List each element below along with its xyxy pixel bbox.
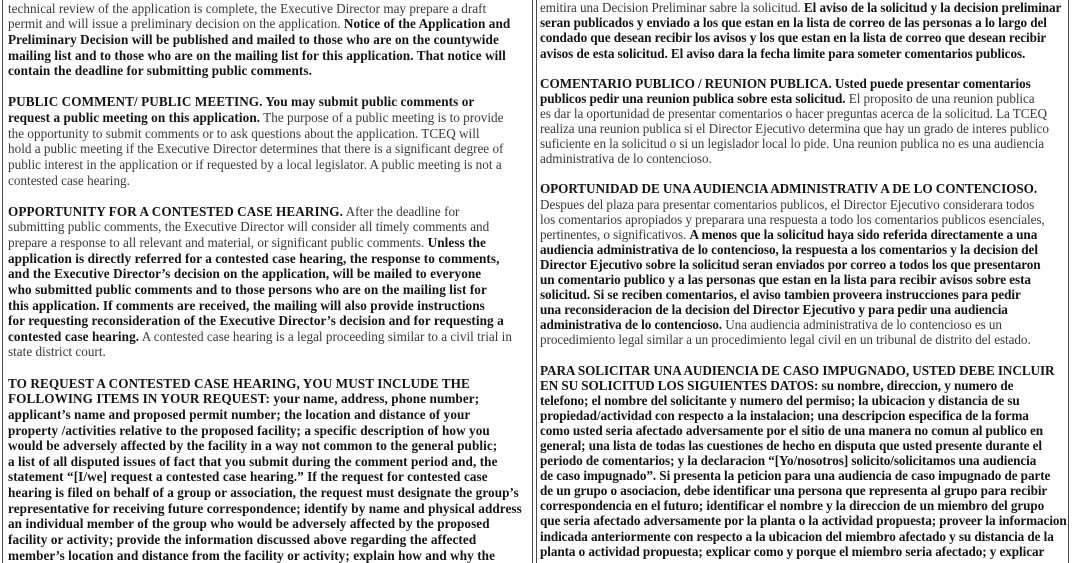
text-run-bold: and the Executive Director’s decision on the application, will be mailed to everyone bbox=[8, 266, 482, 282]
text-line bbox=[540, 423, 1068, 438]
text-run-bold: una reconsideracion de la decision del Director Ejecutivo y para pedir una audiencia bbox=[540, 302, 1008, 318]
text-line bbox=[8, 235, 532, 251]
text-run-bold: member’s location and distance from the facility or activity; explain how and why the bbox=[8, 547, 496, 563]
text-run-bold: administrativa de lo contencioso. bbox=[540, 317, 722, 333]
text-line bbox=[540, 257, 1068, 272]
text-run-bold: Preliminary Decision will be published and mailed to those who are on the countywide bbox=[8, 31, 499, 47]
text-run: emitira una Decision Preliminar sabre la solicitud. bbox=[540, 0, 804, 16]
text-run: administrativa de lo contencioso. bbox=[540, 151, 712, 167]
contested-case-hearing-paragraph bbox=[8, 204, 532, 360]
text-run: Despues del plaza para presentar comentarios publicos, el Director Ejecutivo considerara todos bbox=[540, 196, 1035, 212]
text-run-bold: condado que desean recibir los avisos y los que estan en la lista de correo que desean recibir bbox=[540, 30, 1047, 46]
text-line bbox=[540, 151, 1068, 166]
text-run: the opportunity to submit comments or to ask questions about the application. TCEQ will bbox=[8, 125, 480, 141]
section-heading: TO REQUEST A CONTESTED CASE HEARING, YOU MUST INCLUDE THE bbox=[8, 375, 470, 391]
text-run-bold: El aviso de la solicitud y la decision preliminar bbox=[803, 0, 1062, 16]
text-run: contested case hearing. bbox=[8, 172, 130, 188]
section-heading-line bbox=[540, 363, 1068, 378]
text-line bbox=[540, 438, 1068, 453]
text-run-bold: general; una lista de todas las cuestiones de hecho en disputa que usted presente durante el bbox=[540, 438, 1042, 454]
text-line bbox=[8, 391, 532, 407]
aviso-solicitud-paragraph bbox=[540, 0, 1068, 60]
text-run-bold: Director Ejecutivo sobre la solicitud seran enviados por correo a todos los que presentaron bbox=[540, 256, 1041, 272]
text-line bbox=[540, 287, 1068, 302]
text-line bbox=[540, 0, 1068, 15]
section-heading-line bbox=[540, 181, 1068, 196]
hearing-request-requirements-paragraph bbox=[8, 376, 532, 563]
text-line bbox=[8, 298, 532, 314]
text-run-bold: property /activities relative to the proposed facility; a specific description of how you bbox=[8, 422, 490, 438]
text-line bbox=[8, 266, 532, 282]
text-run: procedimiento legal similar a un procedimiento legal civil en un tribunal de distrito del estado. bbox=[540, 332, 1031, 348]
text-run-bold: telefono; el nombre del solicitante y numero del permiso; la ubicacion y distancia de su bbox=[540, 392, 1020, 408]
text-run: The purpose of a public meeting is to provide bbox=[260, 110, 504, 126]
text-line bbox=[8, 219, 532, 235]
english-notice-column bbox=[2, 0, 533, 563]
text-line bbox=[540, 15, 1068, 30]
section-heading: OPORTUNIDAD DE UNA AUDIENCIA ADMINISTRATIV A DE LO CONTENCIOSO. bbox=[540, 181, 1038, 197]
text-run-bold: this application. If comments are received, the mailing will also provide instructions bbox=[8, 297, 485, 313]
text-line bbox=[8, 48, 532, 64]
text-run-bold: application is directly referred for a contested case hearing, the response to comments, bbox=[8, 250, 500, 266]
text-run-bold: planta o actividad propuesta; explicar como y porque el miembro seria afectado; y explicar bbox=[540, 543, 1045, 559]
text-line bbox=[8, 110, 532, 126]
text-run-bold: contested case hearing. bbox=[8, 328, 140, 344]
text-run-bold: un comentario publico y a las personas que estan en la lista para recibir avisos sobre esta bbox=[540, 271, 1031, 287]
text-line bbox=[540, 136, 1068, 151]
text-line bbox=[8, 485, 532, 501]
text-run: A contested case hearing is a legal proceeding similar to a civil trial in bbox=[139, 328, 512, 344]
text-line bbox=[540, 393, 1068, 408]
text-run: technical review of the application is complete, the Executive Director may prepare a draft bbox=[8, 0, 487, 16]
text-line bbox=[540, 529, 1068, 544]
text-line bbox=[8, 173, 532, 189]
section-heading-line bbox=[540, 76, 1068, 91]
text-run-bold: avisos de esta solicitud. El aviso dara la fecha limite para someter comentarios publicos. bbox=[540, 45, 1026, 61]
text-line bbox=[540, 378, 1068, 393]
text-run-bold: correspondencia en el futuro; identificar el nombre y la direccion de un miembro del grupo bbox=[540, 498, 1045, 514]
text-run: realiza una reunion publica si el Director Ejecutivo determina que hay un grado de interes publico bbox=[540, 121, 1049, 137]
text-run-bold: A menos que la solicitud haya sido referida directamente a una bbox=[689, 226, 1038, 242]
text-run-bold: who submitted public comments and to those persons who are on the mailing list for bbox=[8, 281, 487, 297]
public-comment-meeting-paragraph bbox=[8, 94, 532, 188]
comentario-publico-paragraph bbox=[540, 76, 1068, 167]
text-line bbox=[8, 469, 532, 485]
text-line bbox=[8, 126, 532, 142]
text-run-bold: propiedad/actividad con respecto a la instalacion; una descripcion especifica de la forma bbox=[540, 407, 1029, 423]
text-run-bold: como usted seria afectado adversamente por el sitio de una manera no comun al publico en bbox=[540, 422, 1043, 438]
text-line bbox=[540, 408, 1068, 423]
section-heading-line bbox=[8, 94, 532, 110]
text-run: suficiente en la solicitud o si un legislador local lo pide. Una reunion publica no es una audiencia bbox=[540, 136, 1044, 152]
text-run-bold: solicitud. Si se reciben comentarios, el aviso tambien proveera instrucciones para pedir bbox=[540, 287, 1021, 303]
text-line bbox=[8, 454, 532, 470]
text-line bbox=[540, 212, 1068, 227]
text-run: submitting public comments, the Executive Director will consider all timely comments and bbox=[8, 219, 490, 235]
text-line bbox=[540, 197, 1068, 212]
text-line bbox=[8, 1, 532, 17]
text-line bbox=[540, 272, 1068, 287]
text-run: pertinentes, o significativos. bbox=[540, 226, 690, 242]
text-line bbox=[8, 282, 532, 298]
text-line bbox=[8, 16, 532, 32]
text-run: After the deadline for bbox=[343, 203, 460, 219]
text-line bbox=[540, 227, 1068, 242]
text-line bbox=[540, 513, 1068, 528]
section-heading: COMENTARIO PUBLICO / REUNION PUBLICA. Usted puede presentar comentarios bbox=[540, 75, 1031, 91]
text-line bbox=[8, 141, 532, 157]
text-run-bold: would be adversely affected by the facility in a way not common to the general public; bbox=[8, 438, 498, 454]
text-line bbox=[8, 501, 532, 517]
text-line bbox=[540, 332, 1068, 347]
text-run-bold: audiencia administrativa de lo contencioso, la respuesta a los comentarios y la decision del bbox=[540, 241, 1038, 257]
text-run: Una audiencia administrativa de lo contencioso es un bbox=[721, 317, 1002, 333]
text-line bbox=[540, 46, 1068, 61]
text-line bbox=[8, 423, 532, 439]
text-line bbox=[8, 251, 532, 267]
text-line bbox=[540, 91, 1068, 106]
text-line bbox=[8, 438, 532, 454]
text-line bbox=[8, 407, 532, 423]
text-run: state district court. bbox=[8, 344, 106, 360]
section-heading: PARA SOLICITAR UNA AUDIENCIA DE CASO IMPUGNADO, USTED DEBE INCLUIR bbox=[540, 362, 1055, 378]
text-line bbox=[8, 63, 532, 79]
text-line bbox=[8, 313, 532, 329]
text-line bbox=[540, 498, 1068, 513]
text-run-bold: Unless the bbox=[427, 235, 486, 251]
text-run-bold: mailing list and to those who are on the mailing list for this application. That notice will bbox=[8, 47, 506, 63]
text-run-bold: statement “[I/we] request a contested case hearing.” If the request for contested case bbox=[8, 469, 488, 485]
text-run-bold: hearing is filed on behalf of a group or association, the request must designate the group’s bbox=[8, 485, 519, 501]
text-run: permit and will issue a preliminary decision on the application. bbox=[8, 16, 344, 32]
section-heading: PUBLIC COMMENT/ PUBLIC MEETING. You may submit public comments or bbox=[8, 94, 475, 110]
text-line bbox=[540, 544, 1068, 559]
text-run-bold: contain the deadline for submitting public comments. bbox=[8, 63, 312, 79]
text-run-bold: facility or activity; provide the information discussed above regarding the affected bbox=[8, 531, 477, 547]
text-run-bold: a list of all disputed issues of fact that you submit during the comment period and, the bbox=[8, 453, 498, 469]
section-heading-line bbox=[8, 204, 532, 220]
section-heading-line bbox=[8, 376, 532, 392]
text-run: es dar la oportunidad de presentar comentarios o hacer preguntas acerca de la solicitud. La TCEQ bbox=[540, 105, 1047, 121]
text-run-bold: que seria afectado adversamente por la planta o la actividad propuesta; proveer la informacion bbox=[540, 513, 1067, 529]
text-line bbox=[540, 453, 1068, 468]
text-line bbox=[540, 106, 1068, 121]
text-run-bold: FOLLOWING ITEMS IN YOUR REQUEST: your name, address, phone number; bbox=[8, 391, 480, 407]
text-run-bold: publicos pedir una reunion publica sobre esta solicitud. bbox=[540, 90, 846, 106]
text-line bbox=[8, 157, 532, 173]
text-run: hold a public meeting if the Executive Director determines that there is a significant degree of bbox=[8, 141, 504, 157]
text-run-bold: for requesting reconsideration of the Executive Director’s decision and for requesting a bbox=[8, 313, 504, 329]
text-run: El proposito de una reunion publica bbox=[845, 90, 1035, 106]
text-line bbox=[540, 242, 1068, 257]
text-line bbox=[8, 532, 532, 548]
text-line bbox=[8, 516, 532, 532]
solicitar-audiencia-requisitos-paragraph bbox=[540, 363, 1068, 559]
text-run-bold: Notice of the Application and bbox=[343, 16, 511, 32]
text-run-bold: an individual member of the group who would be adversely affected by the proposed bbox=[8, 516, 490, 532]
audiencia-administrativa-paragraph bbox=[540, 181, 1068, 347]
text-run-bold: seran publicados y enviado a los que estan en la lista de correo de las personas a lo largo del bbox=[540, 15, 1047, 31]
text-run: prepare a response to all relevant and material, or significant public comments. bbox=[8, 235, 428, 251]
text-line bbox=[540, 121, 1068, 136]
text-line bbox=[540, 317, 1068, 332]
text-line bbox=[8, 329, 532, 345]
text-run-bold: request a public meeting on this application. bbox=[8, 110, 261, 126]
text-line bbox=[8, 548, 532, 563]
text-line bbox=[540, 468, 1068, 483]
text-run-bold: EN SU SOLICITUD LOS SIGUIENTES DATOS: su nombre, direccion, y numero de bbox=[540, 377, 1014, 393]
section-heading: OPPORTUNITY FOR A CONTESTED CASE HEARING. bbox=[8, 203, 343, 219]
text-run: public interest in the application or if requested by a local legislator. A public meeting is not a bbox=[8, 156, 502, 172]
text-line bbox=[8, 32, 532, 48]
text-line bbox=[540, 30, 1068, 45]
text-run: los comentarios apropiados y preparara una respuesta a todo los comentarios publicos esenciales, bbox=[540, 211, 1045, 227]
text-line bbox=[8, 344, 532, 360]
text-run-bold: de un grupo o asociacion, debe identificar una persona que representa al grupo para recibir bbox=[540, 483, 1048, 499]
text-run-bold: representative for receiving future correspondence; identify by name and physical address bbox=[8, 500, 522, 516]
spanish-notice-column bbox=[536, 0, 1069, 563]
text-run-bold: de caso impugnado”. Si presenta la peticion para una audiencia de caso impugnado de parte bbox=[540, 468, 1051, 484]
text-line bbox=[540, 302, 1068, 317]
text-run-bold: indicada anteriormente con respecto a la ubicacion del miembro afectado y su distancia de la bbox=[540, 528, 1054, 544]
notice-of-application-paragraph bbox=[8, 1, 532, 79]
text-run-bold: applicant’s name and proposed permit number; the location and distance of your bbox=[8, 406, 471, 422]
text-line bbox=[540, 483, 1068, 498]
text-run-bold: periodo de comentarios; y la declaracion “[Yo/nosotros] solicito/solicitamos una audiencia bbox=[540, 453, 1037, 469]
